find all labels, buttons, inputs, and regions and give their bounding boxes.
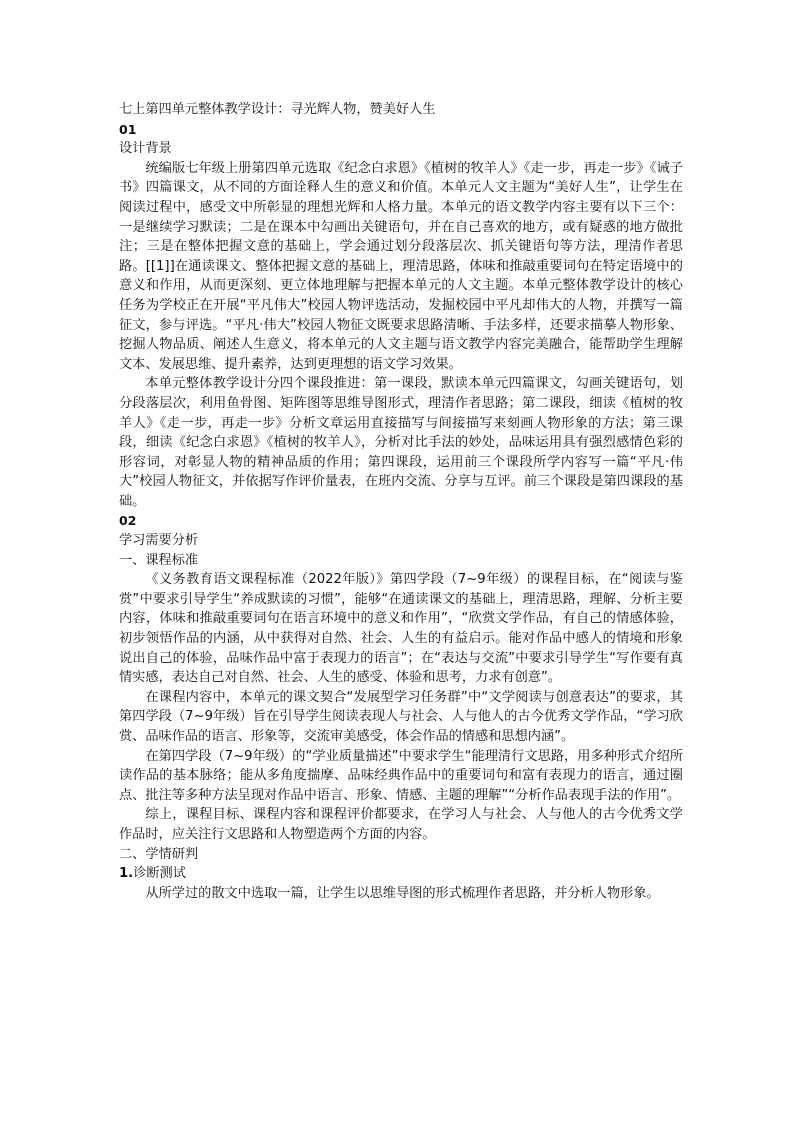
section-number-02: 02	[119, 513, 137, 529]
paragraph-background-2: 本单元整体教学设计分四个课段推进：第一课段，默读本单元四篇课文，勾画关键语句，划分段落层次，利用鱼骨图、矩阵图等思维导图形式，理清作者思路；第二课段，细读《植树的牧羊人》《走一步，再走一步》分析文章运用直接描写与间接描写来刻画人物形象的方法；第三课段，细读《纪念白求恩》《植树的牧羊人》，分析对比手法的妙处，品味运用具有强烈感情色彩的形容词，对彰显人物的精神品质的作用；第四课段，运用前三个课段所学内容写一篇“平凡·伟大”校园人物征文，并依据写作评价量表，在班内交流、分享与互评。前三个课段是第四课段的基础。	[119, 376, 683, 509]
item-title-text: 诊断测试	[133, 866, 186, 882]
paragraph-curriculum-4: 综上，课程目标、课程内容和课程评价都要求，在学习人与社会、人与他人的古今优秀文学作品时，应关注行文思路和人物塑造两个方面的内容。	[119, 807, 683, 842]
document-page	[119, 100, 683, 903]
paragraph-diagnostic-1: 从所学过的散文中选取一篇，让学生以思维导图的形式梳理作者思路，并分析人物形象。	[145, 885, 660, 901]
section-title-learning-needs: 学习需要分析	[119, 533, 199, 549]
paragraph-curriculum-2: 在课程内容中，本单元的课文契合“发展型学习任务群”中“文学阅读与创意表达”的要求，其第四学段（7~9年级）旨在引导学生阅读表现人与社会、人与他人的古今优秀文学作品，“学习欣赏、品味作品的语言、形象等，交流审美感受，体会作品的情感和思想内涵”。	[119, 689, 683, 744]
subsection-title-curriculum-standard: 一、课程标准	[119, 552, 199, 568]
paragraph-curriculum-1: 《义务教育语文课程标准（2022年版）》第四学段（7~9年级）的课程目标，在“阅读与鉴赏”中要求引导学生“养成默读的习惯”，能够“在通读课文的基础上，理清思路，理解、分析主要内容，体味和推敲重要词句在语言环境中的意义和作用”，“欣赏文学作品，有自己的情感体验，初步领悟作品的内涵，从中获得对自然、社会、人生的有益启示。能对作品中感人的情境和形象说出自己的体验，品味作品中富于表现力的语言”；在“表达与交流”中要求引导学生“写作要有真情实感，表达自己对自然、社会、人生的感受、体验和思考，力求有创意”。	[119, 572, 683, 686]
subsection-title-student-analysis: 二、学情研判	[119, 846, 199, 862]
section-title-design-background: 设计背景	[119, 141, 172, 157]
document-title: 七上第四单元整体教学设计：寻光辉人物，赞美好人生	[119, 102, 436, 117]
paragraph-curriculum-3: 在第四学段（7~9年级）的“学业质量描述”中要求学生“能理清行文思路，用多种形式介绍所读作品的基本脉络；能从多角度揣摩、品味经典作品中的重要词句和富有表现力的语言，通过圈点、批注等多种方法呈现对作品中语言、形象、情感、主题的理解”“分析作品表现手法的作用”。	[119, 748, 683, 803]
item-number: 1.	[119, 866, 134, 882]
paragraph-background-1: 统编版七年级上册第四单元选取《纪念白求恩》《植树的牧羊人》《走一步，再走一步》《诫子书》四篇课文，从不同的方面诠释人生的意义和价值。本单元人文主题为“美好人生”，让学生在阅读过程中，感受文中所彰显的理想光辉和人格力量。本单元的语文教学内容主要有以下三个：一是继续学习默读；二是在课本中勾画出关键语句，并在自己喜欢的地方，或有疑惑的地方做批注；三是在整体把握文意的基础上，学会通过划分段落层次、抓关键语句等方法，理清作者思路。[[1]]在通读课文、整体把握文意的基础上，理清思路，体味和推敲重要词句在特定语境中的意义和作用，从而更深刻、更立体地理解与把握本单元的人文主题。本单元整体教学设计的核心任务为学校正在开展“平凡伟大”校园人物评选活动，发掘校园中平凡却伟大的人物，并撰写一篇征文，参与评选。“平凡·伟大”校园人物征文既要求思路清晰、手法多样，还要求描摹人物形象、挖掘人物品质、阐述人生意义，将本单元的人文主题与语文教学内容完美融合，能帮助学生理解文本、发展思维、提升素养，达到更理想的语文学习效果。	[119, 160, 683, 372]
section-number-01: 01	[119, 121, 137, 137]
item-title-diagnostic-test	[119, 864, 683, 884]
